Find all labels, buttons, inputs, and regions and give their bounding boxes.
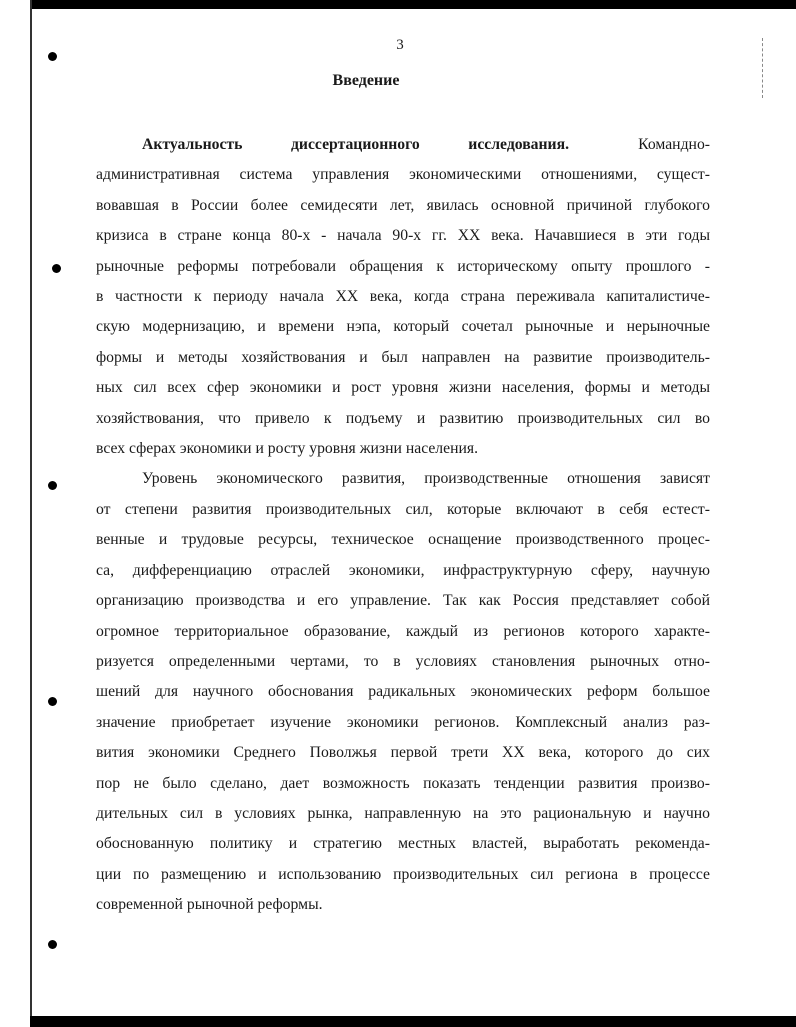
text-line: рыночные реформы потребовали обращения к историческому опыту прошлого - bbox=[96, 257, 710, 275]
text-line: ции по размещению и использованию производительных сил региона в процессе bbox=[96, 865, 710, 883]
text-line: огромное территориальное образование, каждый из регионов которого характе- bbox=[96, 622, 710, 640]
scan-border-top bbox=[30, 0, 796, 9]
text-line: формы и методы хозяйствования и был направлен на развитие производитель- bbox=[96, 348, 710, 366]
scan-border-right bbox=[762, 38, 764, 98]
text-line: вития экономики Среднего Поволжья первой трети XX века, которого до сих bbox=[96, 744, 710, 762]
text-line: от степени развития производительных сил, которые включают в себя естест- bbox=[96, 500, 710, 518]
text-line: всех сферах экономики и росту уровня жизни населения. bbox=[96, 440, 479, 458]
text-line: хозяйствования, что привело к подъему и развитию производительных сил во bbox=[96, 409, 710, 427]
text-line: ризуется определенными чертами, то в условиях становления рыночных отно- bbox=[96, 652, 710, 670]
text-line: современной рыночной реформы. bbox=[96, 896, 323, 914]
text-line: Уровень экономического развития, производственные отношения зависят bbox=[142, 470, 710, 488]
text-line: пор не было сделано, дает возможность показать тенденции развития произво- bbox=[96, 774, 710, 792]
punch-hole-mark bbox=[48, 940, 57, 949]
text-line: кризиса в стране конца 80-х - начала 90-х гг. XX века. Начавшиеся в эти годы bbox=[96, 227, 710, 245]
text-line: дительных сил в условиях рынка, направленную на это рациональную и научно bbox=[96, 804, 710, 822]
text-line: значение приобретает изучение экономики регионов. Комплексный анализ раз- bbox=[96, 713, 710, 731]
text-line: в частности к периоду начала XX века, когда страна переживала капиталистиче- bbox=[96, 288, 710, 306]
paragraph-lead: Актуальность диссертационного исследования. bbox=[142, 136, 570, 153]
scan-border-left bbox=[30, 0, 32, 1027]
text-line: са, дифференциацию отраслей экономики, инфраструктурную сферу, научную bbox=[96, 561, 710, 579]
text-line: ных сил всех сфер экономики и рост уровня жизни населения, формы и методы bbox=[96, 379, 710, 397]
section-heading: Введение bbox=[332, 72, 400, 89]
punch-hole-mark bbox=[48, 697, 57, 706]
text-line: административная система управления экономическими отношениями, сущест- bbox=[96, 166, 710, 184]
text-line: вовавшая в России более семидесяти лет, явилась основной причиной глубокого bbox=[96, 196, 710, 214]
body-text bbox=[96, 130, 710, 921]
text-line bbox=[96, 130, 710, 160]
text-line: шений для научного обоснования радикальных экономических реформ большое bbox=[96, 683, 710, 701]
punch-hole-mark bbox=[52, 264, 61, 273]
scan-border-bottom bbox=[30, 1016, 796, 1027]
text-line: организацию производства и его управление. Так как Россия представляет собой bbox=[96, 592, 710, 610]
punch-hole-mark bbox=[48, 52, 57, 61]
punch-hole-mark bbox=[48, 481, 57, 490]
text-line: обоснованную политику и стратегию местных властей, выработать рекоменда- bbox=[96, 835, 710, 853]
text-line: венные и трудовые ресурсы, техническое оснащение производственного процес- bbox=[96, 531, 710, 549]
text-line-fragment: Командно- bbox=[638, 136, 711, 153]
text-line: скую модернизацию, и времени нэпа, который сочетал рыночные и нерыночные bbox=[96, 318, 710, 336]
page-number: 3 bbox=[396, 37, 404, 53]
